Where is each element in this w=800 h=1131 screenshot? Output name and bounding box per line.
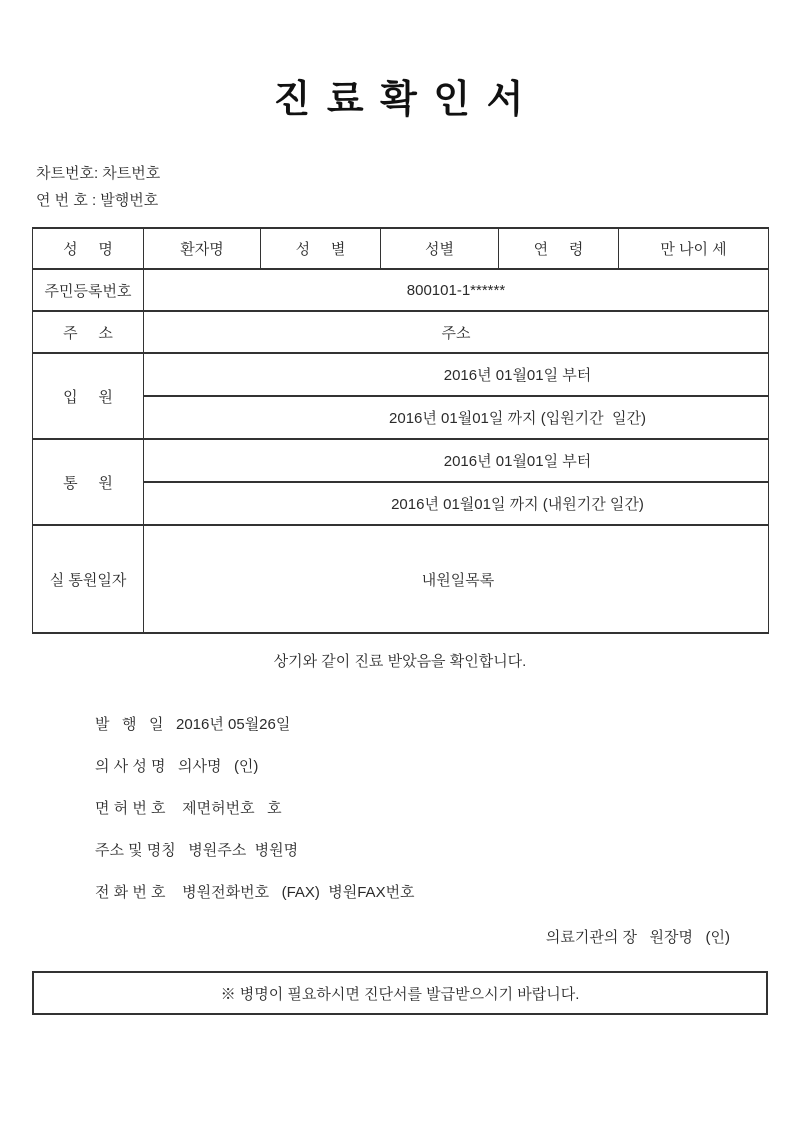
doctor-name-line: 의 사 성 명 의사명 (인) bbox=[95, 758, 259, 775]
table-row-name-sex-age bbox=[33, 228, 769, 269]
table-row-admission-to bbox=[33, 396, 769, 439]
patient-info-table bbox=[32, 227, 769, 634]
outpatient-from-value: 2016년 01월01일 부터 bbox=[144, 439, 769, 482]
admission-to-value: 2016년 01월01일 까지 (입원기간 일간) bbox=[144, 396, 769, 439]
outpatient-label: 통 원 bbox=[33, 439, 144, 525]
license-number-line: 면 허 번 호 제면허번호 호 bbox=[95, 800, 282, 817]
table-row-admission-from bbox=[33, 353, 769, 396]
rrn-value: 800101-1****** bbox=[144, 269, 769, 311]
actual-visits-label: 실 통원일자 bbox=[33, 525, 144, 633]
name-value: 환자명 bbox=[144, 228, 261, 269]
table-row-actual-visits bbox=[33, 525, 769, 633]
address-value: 주소 bbox=[144, 311, 769, 353]
document-title: 진 료 확 인 서 bbox=[273, 79, 527, 121]
table-row-outpatient-from bbox=[33, 439, 769, 482]
table-row-rrn bbox=[33, 269, 769, 311]
notice-box bbox=[32, 971, 768, 1015]
admission-label: 입 원 bbox=[33, 353, 144, 439]
rrn-label: 주민등록번호 bbox=[33, 269, 144, 311]
document-meta bbox=[36, 160, 800, 214]
chart-number-line: 차트번호: 차트번호 bbox=[36, 165, 161, 182]
address-label: 주 소 bbox=[33, 311, 144, 353]
hospital-address-line: 주소 및 명칭 병원주소 병원명 bbox=[95, 842, 299, 859]
serial-number-line: 연 번 호 : 발행번호 bbox=[36, 192, 159, 209]
issue-date-line: 발 행 일 2016년 05월26일 bbox=[95, 716, 291, 733]
actual-visits-value: 내원일목록 bbox=[144, 525, 769, 633]
issue-info-block bbox=[95, 716, 800, 902]
confirmation-statement: 상기와 같이 진료 받았음을 확인합니다. bbox=[273, 653, 527, 670]
director-signature-line: 의료기관의 장 원장명 (인) bbox=[545, 929, 730, 946]
age-value: 만 나이 세 bbox=[619, 228, 769, 269]
outpatient-to-value: 2016년 01월01일 까지 (내원기간 일간) bbox=[144, 482, 769, 525]
table-row-address bbox=[33, 311, 769, 353]
sex-label: 성 별 bbox=[261, 228, 381, 269]
notice-text: ※ 병명이 필요하시면 진단서를 발급받으시기 바랍니다. bbox=[220, 985, 580, 1003]
age-label: 연 령 bbox=[499, 228, 619, 269]
name-label: 성 명 bbox=[33, 228, 144, 269]
admission-from-value: 2016년 01월01일 부터 bbox=[144, 353, 769, 396]
phone-fax-line: 전 화 번 호 병원전화번호 (FAX) 병원FAX번호 bbox=[95, 884, 415, 901]
sex-value: 성별 bbox=[381, 228, 499, 269]
table-row-outpatient-to bbox=[33, 482, 769, 525]
